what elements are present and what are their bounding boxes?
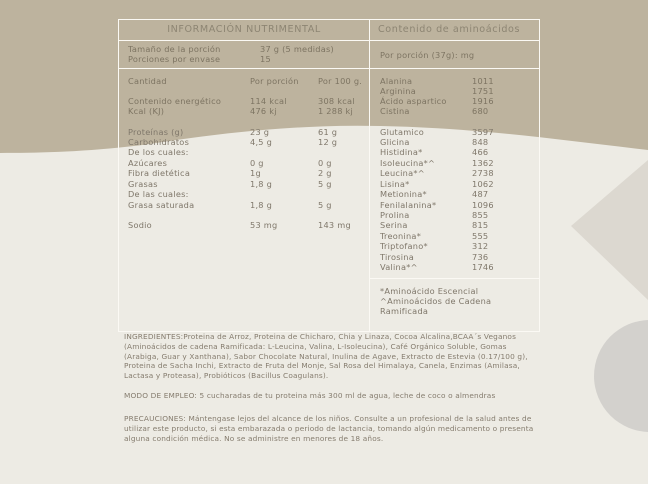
- amino-name: Alanina: [380, 76, 413, 86]
- amino-value: 1916: [472, 96, 494, 106]
- nutrition-row-label: De las cuales:: [128, 189, 189, 199]
- column-header-per-serving: Por porción: [250, 76, 299, 86]
- nutrition-row-per-100g: 5 g: [318, 200, 332, 210]
- nutrition-row-per-100g: 308 kcal: [318, 96, 355, 106]
- servings-per-container-label: Porciones por envase: [128, 54, 221, 64]
- circle-shape: [594, 320, 648, 432]
- servings-per-container-value: 15: [260, 54, 271, 64]
- amino-value: 815: [472, 220, 489, 230]
- amino-subtitle: Por porción (37g): mg: [380, 50, 475, 60]
- ingredients-text: INGREDIENTES:Proteina de Arroz, Proteina de Chicharo, Chia y Linaza, Cocoa Alcalina,BCAA´s Veganos (Aminoácidos de cadena Ramificada: L-Leucina, Valina, L-Isoleucina), Café Orgánico Soluble, Gomas (Arabiga, Guar y Xanthana), Sabor Chocolate Natural, Inulina de Agave, Extracto de Estevia (0.17/100 g), Proteina de Sacha Inchi, Extracto de Fruta del Monje, Sal Rosa del Himalaya, Canela, Enzimas (Amilasa, Lactasa y Proteasa), Probióticos (Bacillus Coagulans).: [124, 332, 528, 381]
- nutrition-row-per-serving: 1g: [250, 168, 261, 178]
- nutrition-row-per-100g: 12 g: [318, 137, 338, 147]
- nutrition-row-per-serving: 53 mg: [250, 220, 278, 230]
- nutrition-row-per-100g: 5 g: [318, 179, 332, 189]
- amino-name: Isoleucina*^: [380, 158, 436, 168]
- nutrition-row-per-serving: 23 g: [250, 127, 270, 137]
- amino-value: 1746: [472, 262, 494, 272]
- nutrition-title: INFORMACIÓN NUTRIMENTAL: [167, 24, 321, 35]
- nutrition-row-label: Contenido energético: [128, 96, 222, 106]
- amino-name: Prolina: [380, 210, 410, 220]
- column-header-per-100g: Por 100 g.: [318, 76, 363, 86]
- precautions-text: PRECAUCIONES: Mántengase lejos del alcance de los niños. Consulte a un profesional de la salud antes de utilizar este producto, si esta embarazada o periodo de lactancia, tomando algún medicamento o presenta alguna condición médica. No se administre en menores de 18 años.: [124, 414, 534, 443]
- amino-name: Glicina: [380, 137, 410, 147]
- nutrition-row-per-serving: 476 kj: [250, 106, 277, 116]
- amino-name: Serina: [380, 220, 408, 230]
- amino-value: 1362: [472, 158, 494, 168]
- diamond-shape: [571, 160, 648, 300]
- amino-value: 2738: [472, 168, 494, 178]
- amino-name: Metionina*: [380, 189, 427, 199]
- nutrition-row-label: Sodio: [128, 220, 152, 230]
- nutrition-row-per-100g: 1 288 kj: [318, 106, 354, 116]
- amino-value: 855: [472, 210, 489, 220]
- nutrition-row-per-100g: 0 g: [318, 158, 332, 168]
- nutrition-row-per-serving: 114 kcal: [250, 96, 287, 106]
- serving-size-label: Tamaño de la porción: [128, 44, 221, 54]
- amino-value: 1011: [472, 76, 494, 86]
- nutrition-row-per-100g: 143 mg: [318, 220, 351, 230]
- nutrition-row-label: Azúcares: [128, 158, 168, 168]
- amino-name: Glutamico: [380, 127, 425, 137]
- amino-title: Contenido de aminoácidos: [378, 24, 521, 35]
- amino-name: Cistina: [380, 106, 410, 116]
- column-header-quantity: Cantidad: [128, 76, 167, 86]
- legend-essential: *Aminoácido Escencial: [380, 286, 479, 296]
- nutrition-row-per-serving: 4,5 g: [250, 137, 273, 147]
- nutrition-row-label: Kcal (KJ): [128, 106, 165, 116]
- nutrition-row-per-serving: 1,8 g: [250, 179, 273, 189]
- nutrition-row-per-100g: 61 g: [318, 127, 338, 137]
- amino-value: 555: [472, 231, 489, 241]
- amino-value: 312: [472, 241, 489, 251]
- nutrition-row-per-serving: 1,8 g: [250, 200, 273, 210]
- amino-name: Arginina: [380, 86, 416, 96]
- amino-value: 487: [472, 189, 489, 199]
- amino-value: 1751: [472, 86, 494, 96]
- nutrition-row-label: Proteínas (g): [128, 127, 184, 137]
- serving-size-value: 37 g (5 medidas): [260, 44, 334, 54]
- usage-text: MODO DE EMPLEO: 5 cucharadas de tu proteina más 300 ml de agua, leche de coco o almendras: [124, 391, 496, 400]
- nutrition-row-label: De los cuales:: [128, 147, 189, 157]
- amino-value: 680: [472, 106, 489, 116]
- legend-branched-chain: ^Aminoácidos de Cadena: [380, 296, 492, 306]
- amino-value: 1096: [472, 200, 494, 210]
- nutrition-row-label: Carbohidratos: [128, 137, 190, 147]
- amino-name: Histidina*: [380, 147, 423, 157]
- amino-name: Lisina*: [380, 179, 410, 189]
- nutrition-row-label: Grasa saturada: [128, 200, 195, 210]
- amino-name: Fenilalanina*: [380, 200, 437, 210]
- amino-name: Leucina*^: [380, 168, 425, 178]
- amino-name: Valina*^: [380, 262, 418, 272]
- nutrition-row-label: Fibra dietética: [128, 168, 191, 178]
- nutrition-row-per-100g: 2 g: [318, 168, 332, 178]
- amino-value: 1062: [472, 179, 494, 189]
- nutrition-row-per-serving: 0 g: [250, 158, 264, 168]
- amino-value: 3597: [472, 127, 494, 137]
- amino-name: Triptofano*: [380, 241, 428, 251]
- amino-value: 466: [472, 147, 489, 157]
- amino-value: 848: [472, 137, 489, 147]
- amino-name: Treonina*: [380, 231, 422, 241]
- nutrition-row-label: Grasas: [128, 179, 158, 189]
- amino-name: Tirosina: [380, 252, 414, 262]
- legend-branched-chain-cont: Ramificada: [380, 306, 429, 316]
- amino-name: Ácido aspartico: [380, 96, 447, 106]
- amino-value: 736: [472, 252, 489, 262]
